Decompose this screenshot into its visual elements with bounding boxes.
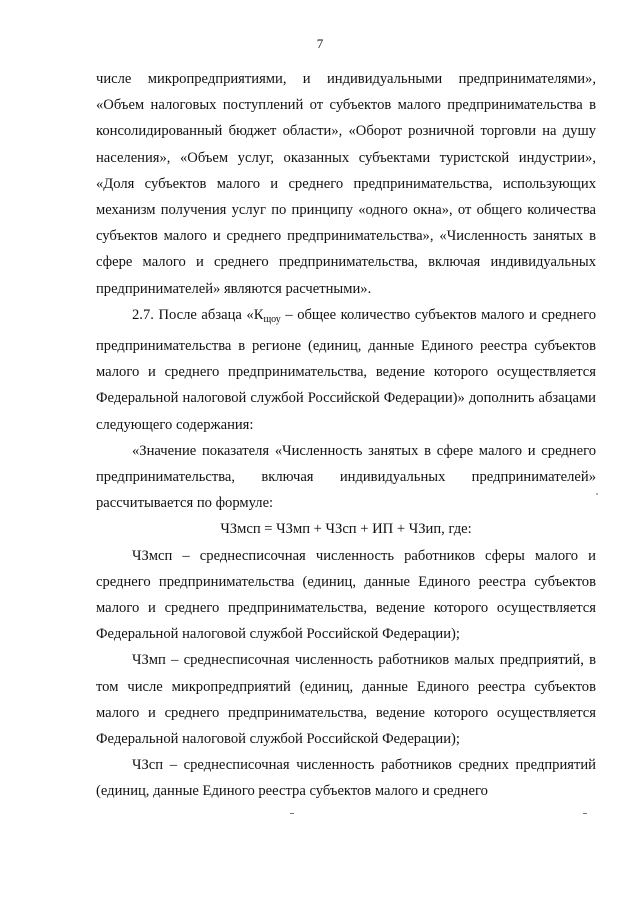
document-body xyxy=(96,66,596,805)
scan-mark-right xyxy=(583,813,587,814)
scan-speck xyxy=(596,493,598,495)
paragraph-2-7-body: общее количество субъектов малого и среднего предпринимательства в регионе (единиц, данные Единого реестра субъектов малого и среднего предпринимательства, ведение которого осуществляется Федеральной налоговой службой Российской Федерации)» дополнить абзацами следующего содержания: xyxy=(96,306,597,433)
subscript-index: щоу xyxy=(263,313,281,325)
paragraph-continuation: числе микропредприятиями, и индивидуальными предпринимателями», «Объем налоговых поступлений от субъектов малого предпринимательства в консолидированный бюджет области», «Оборот розничной торговли на душу населения», «Объем услуг, оказанных субъектами туристской индустрии», «Доля субъектов малого и среднего предпринимательства, использующих механизм получения услуг по принципу «одного окна», от общего количества субъектов малого и среднего предпринимательства», «Численность занятых в сфере малого и среднего предпринимательства, включая индивидуальных предпринимателей» являются расчетными». xyxy=(96,71,596,297)
paragraph-2-7-prefix: 2.7. После абзаца «К xyxy=(132,306,264,323)
paragraph-chzmp: ЧЗмп – среднесписочная численность работников малых предприятий, в том числе микропредприятий (единиц, данные Единого реестра субъектов малого и среднего предпринимательства, ведение которого осуществляется Федеральной налоговой службой Российской Федерации); xyxy=(96,652,596,748)
paragraph-indicator: «Значение показателя «Численность занятых в сфере малого и среднего предпринимательства, включая индивидуальных предпринимателей» рассчитывается по формуле: xyxy=(96,442,596,512)
paragraph-2-7 xyxy=(96,302,596,438)
page-number: 7 xyxy=(316,36,324,51)
paragraph-2-7-dash: – xyxy=(280,306,298,323)
paragraph-chzmsp: ЧЗмсп – среднесписочная численность работников сферы малого и среднего предпринимательства (единиц, данные Единого реестра субъектов малого и среднего предпринимательства, ведение которого осуществляется Федеральной налоговой службой Российской Федерации); xyxy=(96,547,596,643)
formula: ЧЗмсп = ЧЗмп + ЧЗсп + ИП + ЧЗип, где: xyxy=(220,521,472,538)
scan-mark-left xyxy=(290,813,294,814)
paragraph-chzsp: ЧЗсп – среднесписочная численность работников средних предприятий (единиц, данные Единого реестра субъектов малого и среднего xyxy=(96,757,596,800)
